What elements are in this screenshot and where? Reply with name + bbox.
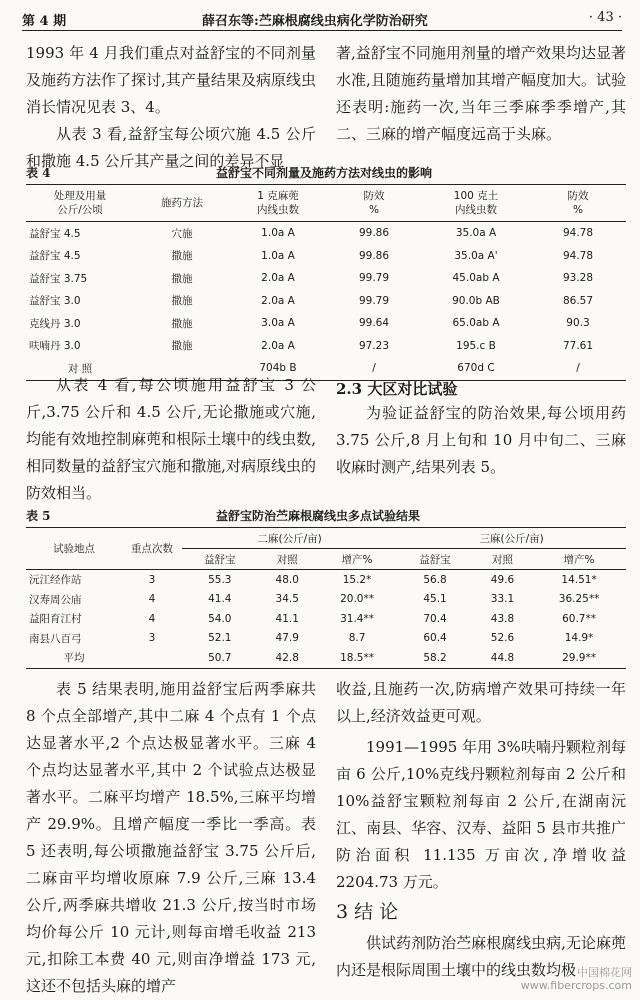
table5-subheader: 增产% bbox=[563, 553, 595, 566]
table-cell: 20.0** bbox=[340, 593, 374, 606]
table4-header: 防效 % bbox=[363, 190, 385, 216]
table5 bbox=[26, 527, 626, 669]
table-cell: 1.0a A bbox=[261, 249, 295, 262]
paragraph-field-trial: 为验证益舒宝的防治效果,每公顷用药 3.75 公斤,8 月上旬和 10 月中旬二、三麻收麻时测产,结果列表 5。 bbox=[336, 404, 626, 476]
table-cell: 4 bbox=[148, 593, 156, 606]
table-cell: 3.0a A bbox=[261, 317, 295, 330]
table-cell: 4 bbox=[148, 612, 156, 625]
table4-header: 100 克土 内线虫数 bbox=[453, 190, 499, 216]
table-cell: 34.5 bbox=[275, 593, 299, 606]
table-cell: 42.8 bbox=[275, 651, 299, 664]
table-cell: 撒施 bbox=[171, 295, 193, 308]
table-cell: 58.2 bbox=[423, 651, 447, 664]
table5-header-reps: 重点次数 bbox=[122, 528, 182, 570]
table-cell: 47.9 bbox=[275, 632, 299, 645]
table-cell: 99.86 bbox=[358, 227, 390, 240]
table-row bbox=[26, 245, 626, 268]
table5-subheader: 益舒宝 bbox=[419, 553, 451, 566]
table-cell: 撒施 bbox=[171, 340, 193, 353]
table-cell: 2.0a A bbox=[261, 294, 295, 307]
table-cell: 平均 bbox=[63, 652, 85, 665]
table-cell: 穴施 bbox=[171, 227, 193, 240]
table-cell: 撒施 bbox=[171, 250, 193, 263]
table-cell: 60.7** bbox=[562, 612, 596, 625]
table-cell: 对 照 bbox=[67, 362, 93, 375]
table-cell: 50.7 bbox=[208, 651, 232, 664]
table-cell: 77.61 bbox=[562, 339, 594, 352]
table-cell: 41.4 bbox=[208, 593, 232, 606]
paragraph-table4: 从表 4 看,每公顷施用益舒宝 3 公斤,3.75 公斤和 4.5 公斤,无论撒施或穴施,均能有效地控制麻蔸和根际土壤中的线虫数,相同数量的益舒宝穴施和撒施,对病原线虫的防效相当。 bbox=[26, 376, 316, 502]
table4-header: 防效 % bbox=[567, 190, 589, 216]
table-cell: / bbox=[372, 362, 376, 375]
table-row bbox=[26, 609, 626, 629]
table-cell: 8.7 bbox=[348, 632, 366, 645]
table-cell: 2.0a A bbox=[261, 272, 295, 285]
table5-header-row bbox=[26, 528, 626, 549]
watermark-url: www.fibercrops.com bbox=[520, 979, 632, 992]
table4-title: 益舒宝不同剂量及施药方法对线虫的影响 bbox=[216, 166, 433, 180]
table-row bbox=[26, 222, 626, 245]
table-cell: 94.78 bbox=[562, 249, 594, 262]
table5-subheader: 对照 bbox=[491, 553, 513, 566]
table-cell: 14.51* bbox=[561, 573, 597, 586]
table4 bbox=[26, 184, 626, 381]
table-cell: 撒施 bbox=[171, 272, 193, 285]
table-cell: 90.3 bbox=[566, 317, 590, 330]
table4-header: 1 克麻蔸 内线虫数 bbox=[257, 190, 299, 216]
table5-header-site: 试验地点 bbox=[26, 528, 122, 570]
table-cell: 15.2* bbox=[342, 573, 372, 586]
table-cell: / bbox=[576, 362, 580, 375]
table-cell: 70.4 bbox=[423, 612, 447, 625]
table-cell: 54.0 bbox=[208, 612, 232, 625]
table-cell: 1.0a A bbox=[261, 227, 295, 240]
table-row bbox=[26, 570, 626, 590]
table5-label: 表 5 bbox=[26, 509, 51, 523]
table-cell: 48.0 bbox=[275, 573, 299, 586]
paragraph-intro: 1993 年 4 月我们重点对益舒宝的不同剂量及施药方法作了探讨,其产量结果及病原线虫消长情况见表 3、4。 bbox=[26, 44, 316, 116]
table-row bbox=[26, 629, 626, 649]
table-cell: 克线丹 3.0 bbox=[29, 317, 81, 330]
table5-subheader: 增产% bbox=[341, 553, 373, 566]
table-cell: 14.9* bbox=[564, 632, 594, 645]
table-cell: 55.3 bbox=[208, 573, 232, 586]
table-row bbox=[26, 648, 626, 668]
table-cell: 670d C bbox=[457, 362, 495, 375]
table-cell: 86.57 bbox=[562, 294, 594, 307]
table-cell: 99.86 bbox=[358, 249, 390, 262]
table-cell: 41.1 bbox=[275, 612, 299, 625]
table-cell: 49.6 bbox=[490, 573, 515, 586]
table-cell: 35.0a A' bbox=[454, 249, 498, 262]
table5-group-second-crop: 二麻(公斤/亩) bbox=[182, 528, 397, 549]
paragraph-promotion: 1991—1995 年用 3%呋喃丹颗粒剂每亩 6 公斤,10%克线丹颗粒剂每亩 2 公斤和 10%益舒宝颗粒剂每亩 2 公斤,在湖南沅江、南县、华容、汉寿、益阳 5 县市共推广防治面积 11.135 万亩次,净增收益 2204.73 万元。 bbox=[336, 738, 626, 891]
table-cell: 93.28 bbox=[562, 272, 594, 285]
table-cell: 94.78 bbox=[562, 227, 594, 240]
running-title: 薛召东等:苎麻根腐线虫病化学防治研究 bbox=[202, 14, 428, 29]
table-cell: 呋喃丹 3.0 bbox=[29, 340, 81, 353]
running-header bbox=[22, 8, 622, 31]
table-row bbox=[26, 267, 626, 290]
table-cell: 沅江经作站 bbox=[29, 574, 82, 587]
table-cell: 99.79 bbox=[358, 272, 390, 285]
section-heading-3: 3 结 论 bbox=[336, 901, 399, 923]
table-row bbox=[26, 290, 626, 313]
table-cell: 益舒宝 3.0 bbox=[29, 295, 81, 308]
table-cell: 90.0b AB bbox=[452, 294, 500, 307]
table-cell: 35.0a A bbox=[455, 227, 497, 240]
table-cell: 44.8 bbox=[490, 651, 515, 664]
table-cell: 65.0ab A bbox=[452, 317, 500, 330]
table-cell: 43.8 bbox=[490, 612, 515, 625]
table-cell: 45.0ab A bbox=[452, 272, 500, 285]
table-row bbox=[26, 312, 626, 335]
table4-header: 施药方法 bbox=[161, 197, 203, 209]
table-cell: 益舒宝 4.5 bbox=[29, 250, 81, 263]
table-cell: 撒施 bbox=[171, 317, 193, 330]
table5-title: 益舒宝防治苎麻根腐线虫多点试验结果 bbox=[216, 509, 421, 523]
table-cell: 益舒宝 3.75 bbox=[29, 272, 88, 285]
table-cell: 3 bbox=[148, 632, 156, 645]
table-cell: 45.1 bbox=[423, 593, 447, 606]
table-cell: 195.c B bbox=[456, 339, 496, 352]
watermark-site-name: 中国棉花网 bbox=[577, 966, 632, 979]
table5-subheader: 益舒宝 bbox=[204, 553, 236, 566]
issue-number: 第 4 期 bbox=[22, 14, 67, 29]
table-cell: 31.4** bbox=[340, 612, 374, 625]
table-cell: 南县八百弓 bbox=[29, 632, 82, 645]
table-cell: 33.1 bbox=[490, 593, 515, 606]
table-cell: 56.8 bbox=[423, 573, 447, 586]
table5-subheader: 对照 bbox=[276, 553, 298, 566]
table-cell: 704b B bbox=[259, 362, 297, 375]
table-row bbox=[26, 590, 626, 610]
watermark bbox=[521, 966, 632, 992]
paragraph-table5-results: 表 5 结果表明,施用益舒宝后两季麻共 8 个点全部增产,其中二麻 4 个点有 1 个点达显著水平,2 个点达极显著水平。三麻 4 个点均达显著水平,其中 2 个试验点达极显著水平。二麻平均增产 18.5%,三麻平均增产 29.9%。且增产幅度一季比一季高。表 5 还表明,每公顷撒施益舒宝 3.75 公斤后,二麻亩平均增收原麻 7.9 公斤,三麻 13.4 公斤,两季麻共增收 21.3 公斤,按当时市场均价每公斤 10 元计,则每亩增毛收益 213 元,扣除工本费 40 元,则亩净增益 173 元,这还不包括头麻的增产 bbox=[26, 680, 316, 995]
table-cell: 36.25** bbox=[558, 593, 600, 606]
page-number: · 43 · bbox=[588, 10, 622, 25]
table-row bbox=[26, 335, 626, 358]
table-cell: 汉寿周公庙 bbox=[29, 593, 82, 606]
paragraph-conclusion: 供试药剂防治苎麻根腐线虫病,无论麻蔸内还是根际周围土壤中的线虫数均极 bbox=[336, 934, 626, 979]
table-cell: 18.5** bbox=[340, 651, 374, 664]
table-cell: 60.4 bbox=[423, 632, 447, 645]
paragraph-table3: 从表 3 看,益舒宝每公顷穴施 4.5 公斤和撒施 4.5 公斤其产量之间的差异不显 bbox=[26, 125, 316, 170]
table-cell bbox=[122, 648, 182, 668]
table4-label: 表 4 bbox=[26, 166, 51, 180]
table-cell: 3 bbox=[148, 573, 156, 586]
table-cell: 97.23 bbox=[358, 339, 390, 352]
paragraph-table3-cont: 著,益舒宝不同施用剂量的增产效果均达显著水准,且随施药量增加其增产幅度加大。试验还表明:施药一次,当年三季麻季季增产,其二、三麻的增产幅度远高于头麻。 bbox=[336, 44, 626, 143]
table-cell: 52.6 bbox=[490, 632, 515, 645]
table5-group-third-crop: 三麻(公斤/亩) bbox=[397, 528, 626, 549]
table-cell: 益阳育江村 bbox=[29, 613, 82, 626]
table-cell: 29.9** bbox=[562, 651, 596, 664]
table4-header-row bbox=[26, 185, 626, 222]
paragraph-economic-benefit: 收益,且施药一次,防病增产效果可持续一年以上,经济效益更可观。 bbox=[336, 680, 626, 725]
table4-header: 处理及用量 公斤/公顷 bbox=[53, 190, 107, 216]
table-cell: 99.79 bbox=[358, 294, 390, 307]
table-cell: 益舒宝 4.5 bbox=[29, 227, 81, 240]
table-cell: 52.1 bbox=[208, 632, 232, 645]
section-heading-2-3: 2.3 大区对比试验 bbox=[336, 380, 458, 398]
table-cell: 99.64 bbox=[358, 317, 390, 330]
table-cell: 2.0a A bbox=[261, 339, 295, 352]
